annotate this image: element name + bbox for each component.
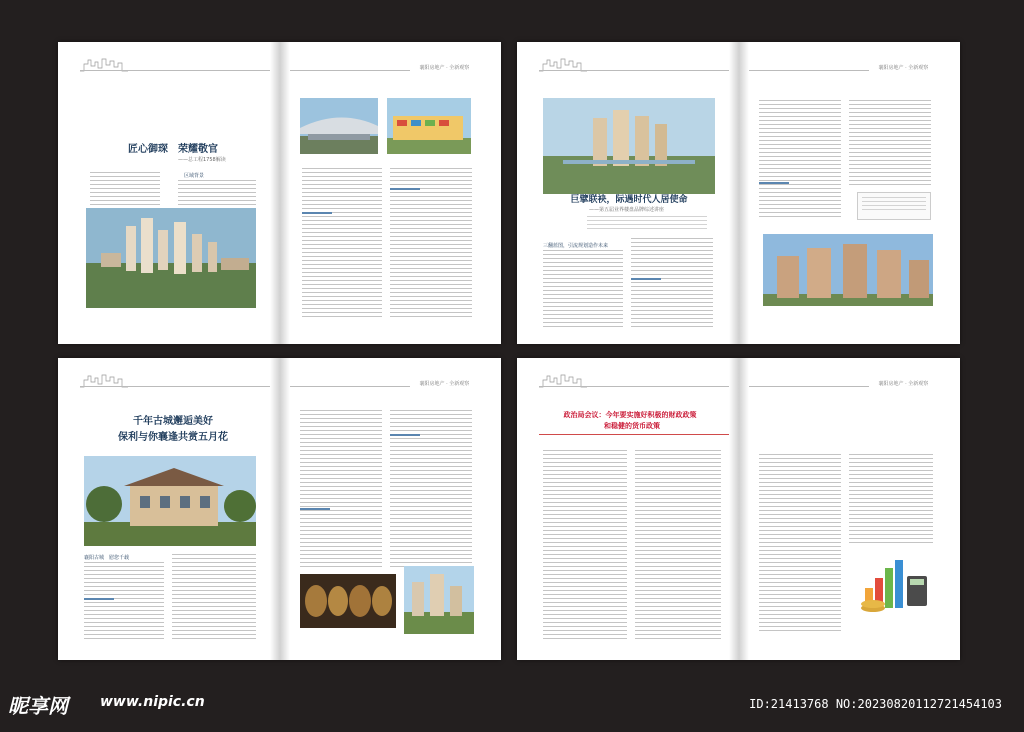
site-logo: 昵享网 — [8, 694, 68, 718]
image-id: ID:21413768 NO:20230820112721454103 — [749, 697, 1002, 711]
body-text — [302, 168, 382, 318]
spread-2 — [517, 42, 960, 344]
section-marker — [300, 508, 330, 510]
gutter-shadow — [729, 42, 749, 344]
header-rule — [539, 70, 729, 71]
title-underline — [539, 434, 729, 435]
header-rule — [539, 386, 729, 387]
gutter-shadow — [270, 42, 290, 344]
finance-chart-photo — [859, 554, 933, 614]
header-rule — [749, 386, 869, 387]
body-text — [759, 454, 841, 634]
section-marker — [759, 182, 789, 184]
spread-3 — [58, 358, 501, 660]
section-marker — [631, 278, 661, 280]
contact-text — [862, 197, 926, 213]
city-photo — [404, 566, 474, 634]
section-marker — [390, 188, 420, 190]
body-text — [849, 100, 931, 186]
station-photo — [300, 98, 378, 154]
body-text — [759, 100, 841, 218]
body-text — [543, 450, 627, 640]
body-text — [300, 410, 382, 570]
section-heading: 区域背景 — [184, 173, 205, 179]
section-marker — [84, 598, 114, 600]
article-title: 匠心御琛 荣耀敬官 — [128, 144, 218, 155]
intro-text — [587, 216, 707, 232]
article-title: 巨擘联袂，际遇时代人居使命 — [570, 195, 688, 205]
section-heading: 三翻蓝图，引流规划造作未来 — [543, 243, 609, 249]
header-rule — [80, 386, 270, 387]
article-title-line2: 和稳健的货币政策 — [604, 422, 660, 430]
spread-3-left-page — [58, 358, 280, 660]
header-tag: 襄阳房地产 · 全新观察 — [878, 381, 929, 387]
article-title: 千年古城邂逅美好 — [133, 416, 213, 427]
body-text — [84, 562, 164, 642]
villa-photo — [84, 456, 256, 546]
site-url: www.nipic.cn — [100, 694, 205, 710]
spread-1-left-page — [58, 42, 280, 344]
section-marker — [390, 434, 420, 436]
spread-2-right-page — [739, 42, 961, 344]
header-rule — [749, 70, 869, 71]
spread-2-left-page — [517, 42, 739, 344]
section-heading: 襄阳古城 慰您千载 — [84, 555, 130, 561]
article-subtitle: ——第五届业界楼盘品牌综述讲座 — [589, 207, 665, 213]
article-subtitle: ——总工程1758解读 — [178, 157, 226, 163]
header-tag: 襄阳房地产 · 全新观察 — [878, 65, 929, 71]
gutter-shadow — [729, 358, 749, 660]
body-text — [849, 454, 933, 544]
spread-4 — [517, 358, 960, 660]
bronze-masks-photo — [300, 574, 396, 628]
body-text — [390, 168, 472, 318]
header-rule — [80, 70, 270, 71]
aerial-photo — [86, 208, 256, 308]
spread-1-right-page — [280, 42, 502, 344]
body-text — [631, 238, 713, 328]
school-photo — [387, 98, 471, 154]
header-rule — [290, 70, 410, 71]
spread-1 — [58, 42, 501, 344]
header-tag: 襄阳房地产 · 全新观察 — [419, 65, 470, 71]
article-title-line2: 保利与你襄逢共赏五月花 — [118, 432, 228, 443]
section-marker — [302, 212, 332, 214]
body-text — [172, 554, 256, 642]
towers-river-photo — [543, 98, 715, 194]
header-rule — [290, 386, 410, 387]
article-title: 政治局会议：今年要实施好积极的财政政策 — [563, 411, 697, 419]
towers-photo — [763, 234, 933, 306]
body-text — [635, 450, 721, 640]
contact-box — [857, 192, 931, 220]
spread-4-left-page — [517, 358, 739, 660]
spread-4-right-page — [739, 358, 961, 660]
gutter-shadow — [270, 358, 290, 660]
header-tag: 襄阳房地产 · 全新观察 — [419, 381, 470, 387]
body-text — [543, 250, 623, 328]
spread-3-right-page — [280, 358, 502, 660]
